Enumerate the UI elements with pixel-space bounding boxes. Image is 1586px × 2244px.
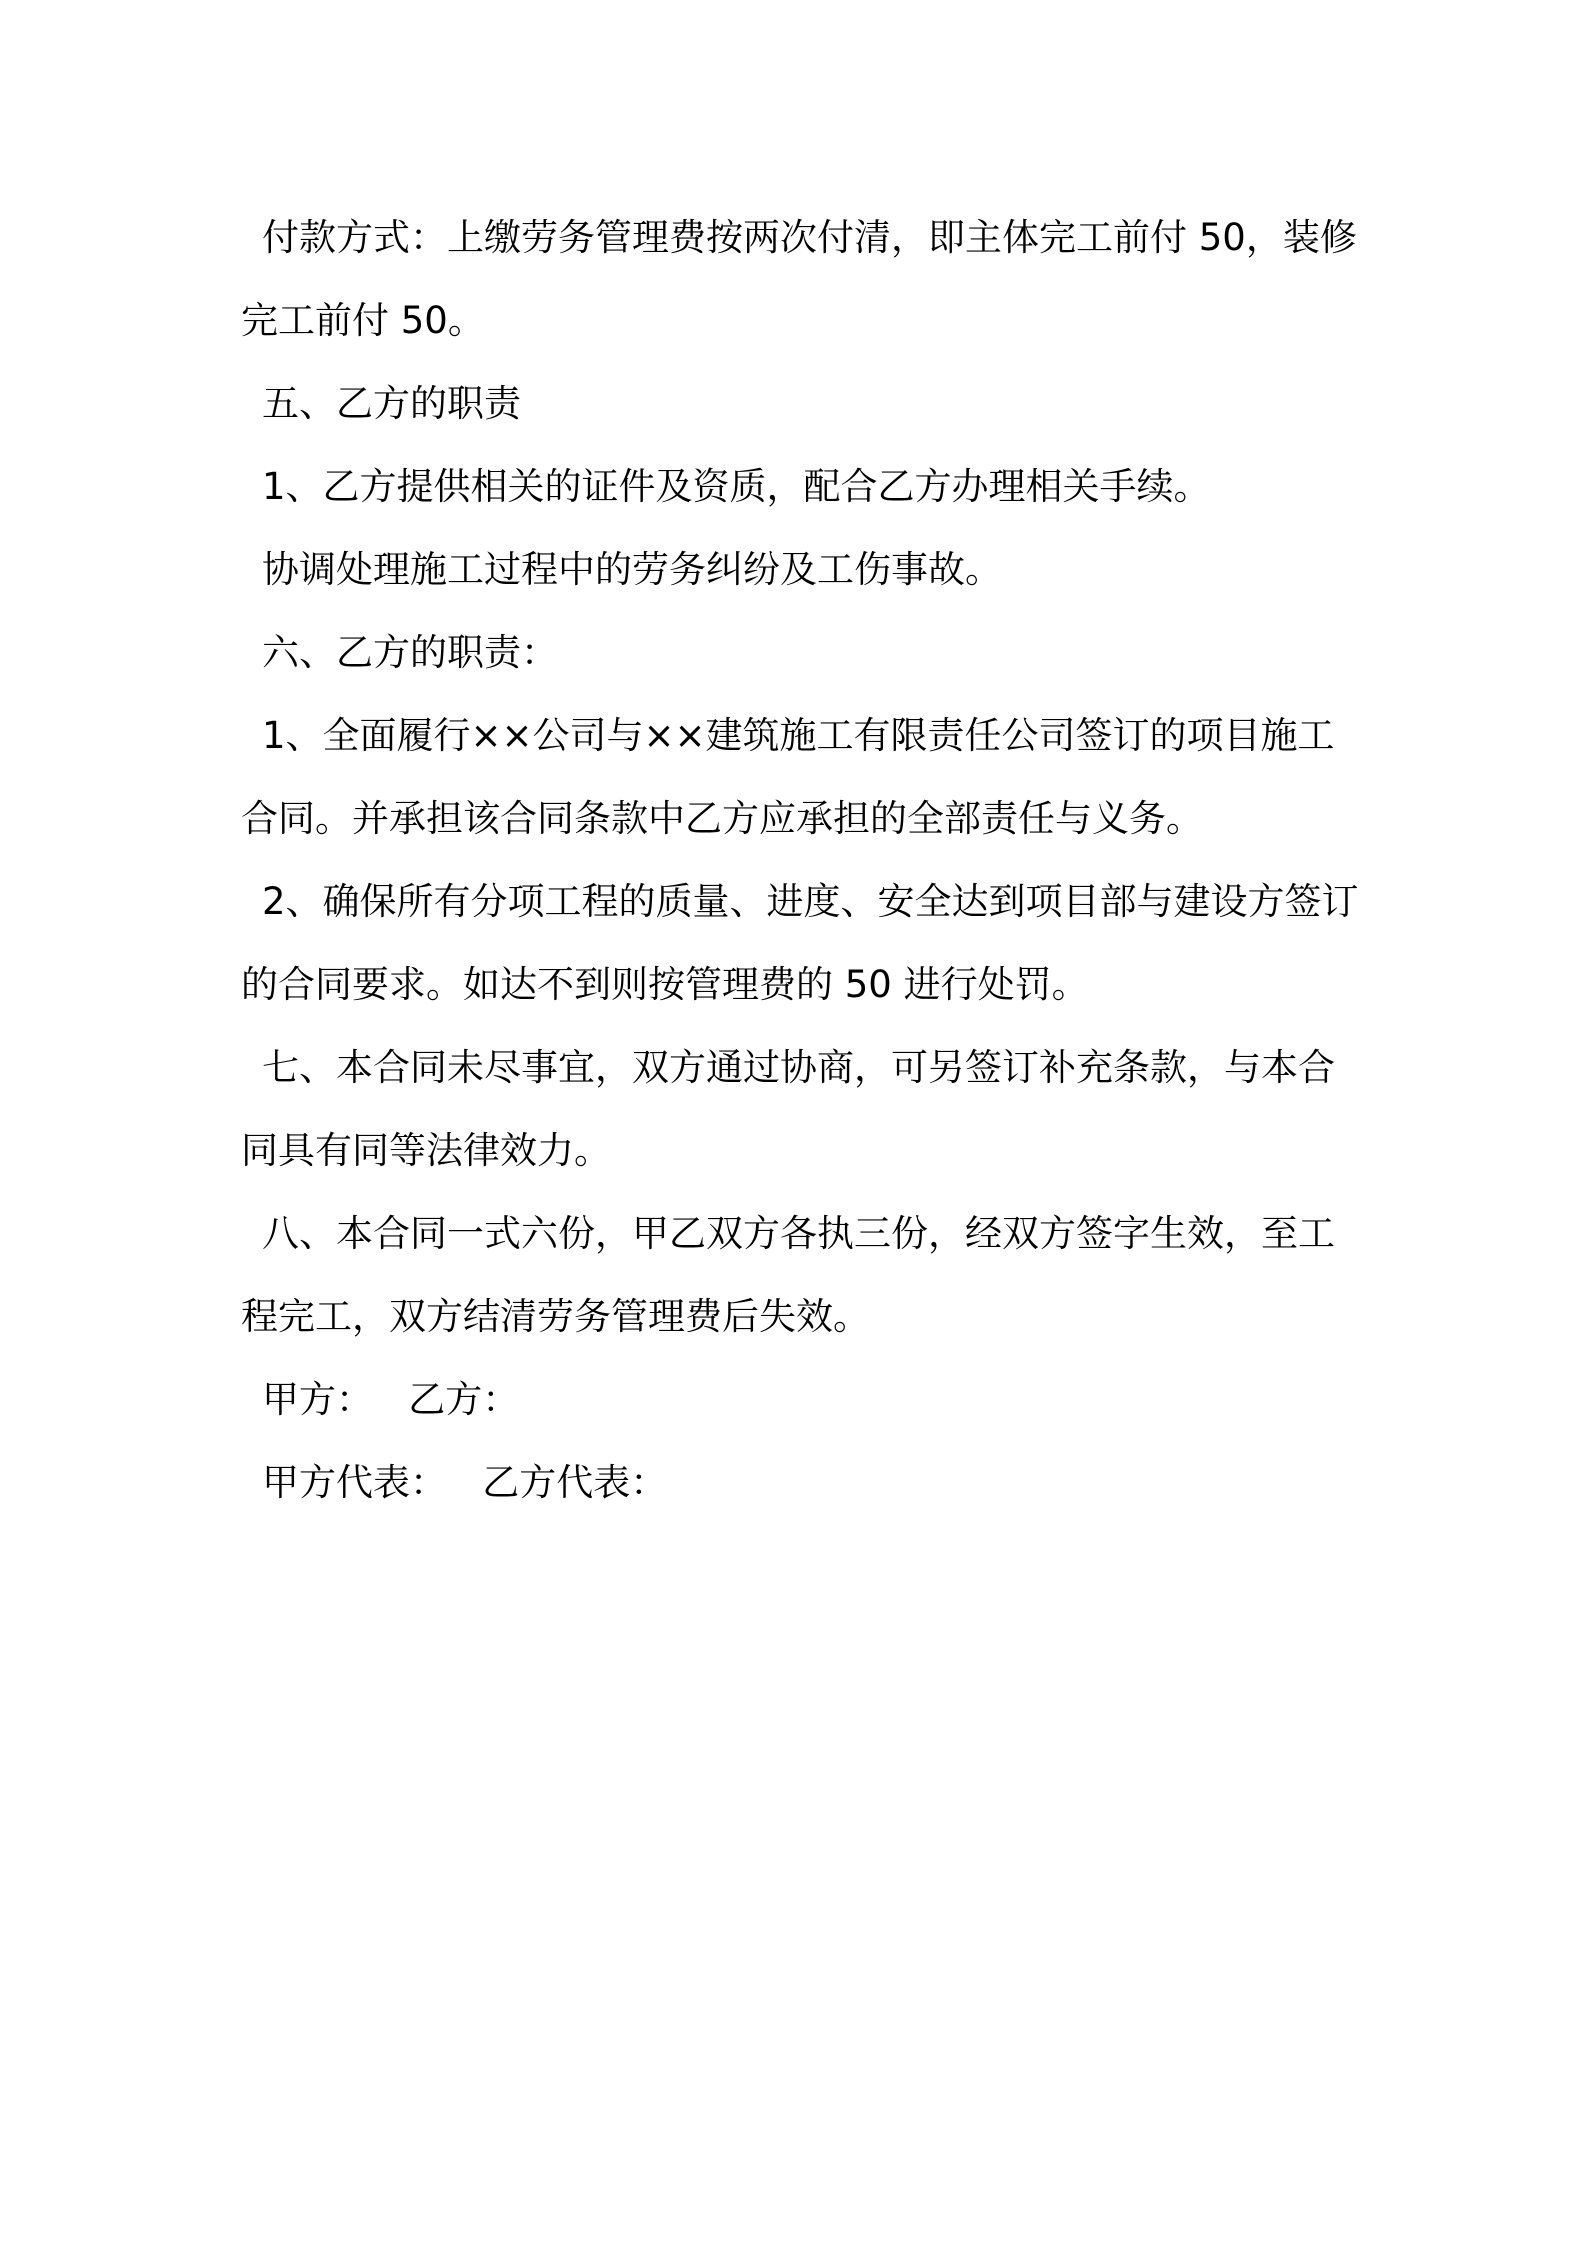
section-five-item-1: 1、乙方提供相关的证件及资质，配合乙方办理相关手续。 <box>262 465 1211 508</box>
document-body <box>241 196 1361 1524</box>
section-five-heading: 五、乙方的职责 <box>262 382 521 425</box>
section-six-heading: 六、乙方的职责： <box>262 631 558 674</box>
signature-parties-line <box>241 1358 1361 1441</box>
payment-terms-paragraph: 付款方式：上缴劳务管理费按两次付清，即主体完工前付 50，装修完工前付 50。 <box>241 216 1357 342</box>
signature-representatives-line <box>241 1441 1361 1524</box>
rep-a-label: 甲方代表： <box>262 1461 447 1504</box>
section-five-item-2: 协调处理施工过程中的劳务纠纷及工伤事故。 <box>262 548 1002 591</box>
section-eight-paragraph: 八、本合同一式六份，甲乙双方各执三份，经双方签字生效，至工程完工，双方结清劳务管理费后失效。 <box>241 1212 1335 1338</box>
rep-b-label: 乙方代表： <box>482 1461 668 1504</box>
party-a-label: 甲方： <box>262 1378 373 1421</box>
section-six-item-1: 1、全面履行××公司与××建筑施工有限责任公司签订的项目施工合同。并承担该合同条款中乙方应承担的全部责任与义务。 <box>241 714 1335 840</box>
party-b-label: 乙方： <box>408 1378 520 1421</box>
section-seven-paragraph: 七、本合同未尽事宜，双方通过协商，可另签订补充条款，与本合同具有同等法律效力。 <box>241 1046 1335 1172</box>
section-six-item-2: 2、确保所有分项工程的质量、进度、安全达到项目部与建设方签订的合同要求。如达不到则按管理费的 50 进行处罚。 <box>241 880 1359 1006</box>
